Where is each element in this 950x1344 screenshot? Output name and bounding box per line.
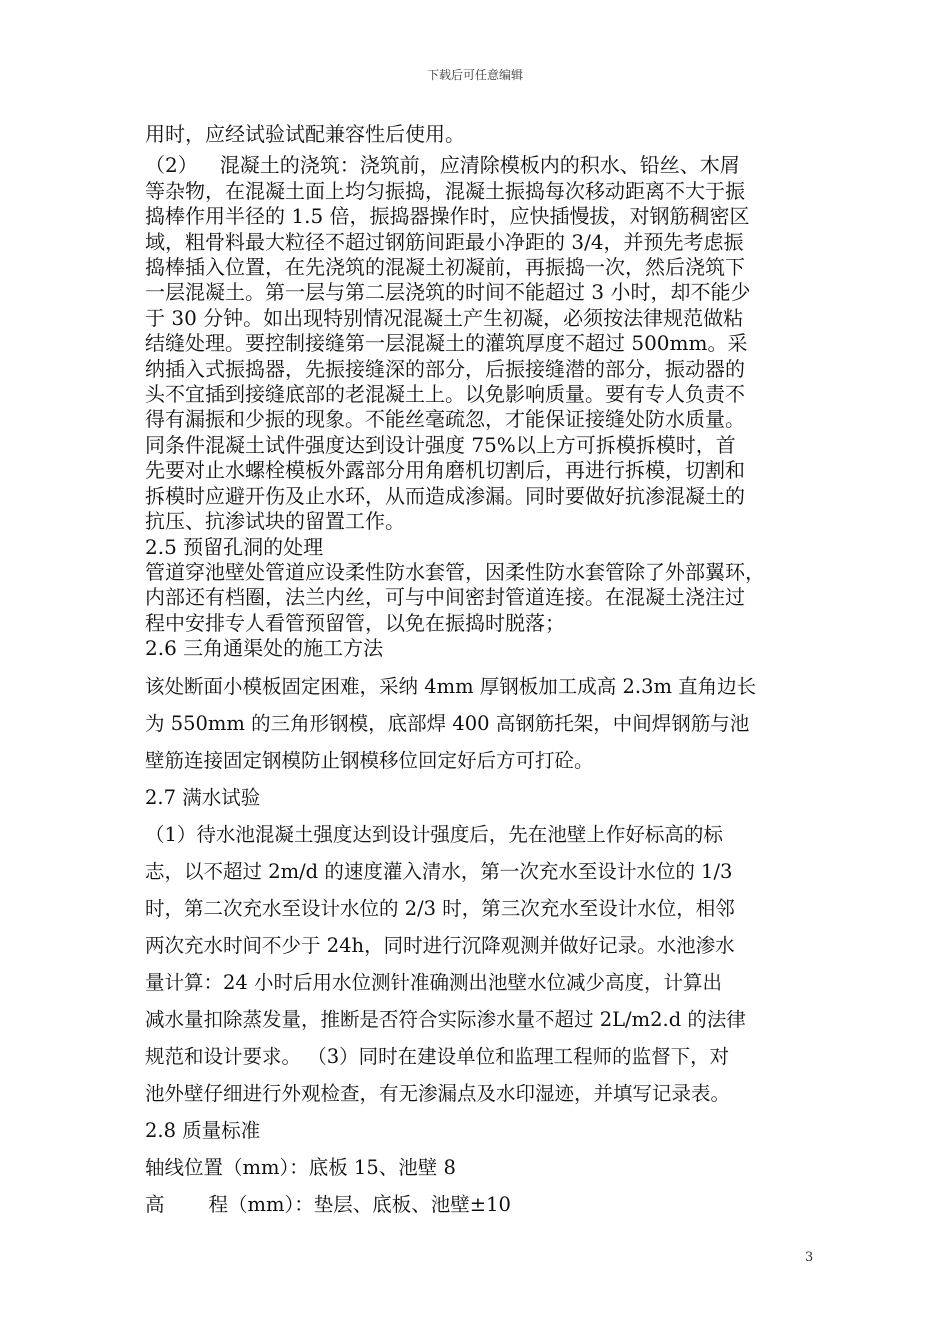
- paragraph-line: 该处断面小模板固定困难，采纳 4mm 厚钢板加工成高 2.3m 直角边长: [145, 674, 757, 698]
- paragraph-line: 减水量扣除蒸发量，推断是否符合实际渗水量不超过 2L/m2.d 的法律: [145, 1007, 746, 1031]
- document-body: [145, 122, 825, 1223]
- paragraph-line: 拆模时应避开伤及止水环，从而造成渗漏。同时要做好抗渗混凝土的: [145, 483, 745, 508]
- section-heading: 2.8 质量标准: [145, 1118, 261, 1142]
- paragraph-line: 规范和设计要求。 （3）同时在建设单位和监理工程师的监督下，对: [145, 1044, 730, 1068]
- paragraph-line: 头不宜插到接缝底部的老混凝土上。以免影响质量。要有专人负责不: [145, 382, 745, 407]
- paragraph-line: 用时，应经试验试配兼容性后使用。: [145, 122, 465, 146]
- paragraph-line: 程中安排专人看管预留管，以免在振捣时脱落；: [145, 610, 565, 635]
- paragraph-text: 混凝土的浇筑：浇筑前，应清除模板内的积水、铅丝、木屑: [219, 153, 740, 178]
- paragraph-line: 内部还有档圈，法兰内丝，可与中间密封管道连接。在混凝土浇注过: [145, 585, 745, 610]
- paragraph-line: 于 30 分钟。如出现特别情况混凝土产生初凝，必须按法律规范做粘: [145, 305, 744, 330]
- paragraph-line: 轴线位置（mm）：底板 15、池壁 8: [145, 1155, 456, 1179]
- paragraph-line: 时，第二次充水至设计水位的 2/3 时，第三次充水至设计水位，相邻: [145, 896, 735, 920]
- paragraph-line: （1）待水池混凝土强度达到设计强度后，先在池壁上作好标高的标: [145, 822, 723, 846]
- section-heading: 2.5 预留孔洞的处理: [145, 534, 324, 559]
- paragraph-line: 池外壁仔细进行外观检查，有无渗漏点及水印湿迹，并填写记录表。: [145, 1081, 731, 1105]
- paragraph-line: 壁筋连接固定钢模防止钢模移位回定好后方可打砼。: [145, 748, 594, 772]
- label-gao: 高: [145, 1192, 165, 1216]
- paragraph-line: 捣棒插入位置，在先浇筑的混凝土初凝前，再振捣一次，然后浇筑下: [145, 255, 745, 280]
- paragraph-line: 同条件混凝土试件强度达到设计强度 75%以上方可拆模拆模时，首: [145, 432, 736, 457]
- paragraph-line: [145, 1186, 825, 1223]
- section-heading: 2.6 三角通渠处的施工方法: [145, 636, 384, 661]
- paragraph-line: 纳插入式振捣器，先振接缝深的部分，后振接缝潜的部分，振动器的: [145, 356, 745, 381]
- paragraph-line: [145, 153, 825, 178]
- paragraph-line: 域，粗骨料最大粒径不超过钢筋间距最小净距的 3/4，并预先考虑振: [145, 229, 744, 254]
- label-elevation: 程（mm）：垫层、底板、池壁±10: [208, 1192, 511, 1216]
- paragraph-line: 先要对止水螺栓模板外露部分用角磨机切割后，再进行拆模，切割和: [145, 458, 745, 483]
- paragraph-line: 结缝处理。要控制接缝第一层混凝土的灌筑厚度不超过 500mm。采: [145, 331, 748, 356]
- paragraph-line: 得有漏振和少振的现象。不能丝毫疏忽，才能保证接缝处防水质量。: [145, 407, 745, 432]
- paragraph-line: 志，以不超过 2m/d 的速度灌入清水，第一次充水至设计水位的 1/3: [145, 859, 733, 883]
- page-header: 下载后可任意编辑: [426, 68, 523, 82]
- paragraph-line: 捣棒作用半径的 1.5 倍，振捣器操作时，应快插慢拔，对钢筋稠密区: [145, 204, 750, 229]
- paragraph-line: 为 550mm 的三角形钢模，底部焊 400 高钢筋托架，中间焊钢筋与池: [145, 711, 750, 735]
- paragraph-line: 抗压、抗渗试块的留置工作。: [145, 509, 405, 534]
- paragraph-line: 量计算：24 小时后用水位测针准确测出池壁水位减少高度，计算出: [145, 970, 723, 994]
- paragraph-line: 管道穿池壁处管道应设柔性防水套管，因柔性防水套管除了外部翼环，: [145, 559, 765, 584]
- item-number: （2）: [145, 153, 198, 178]
- page-number: 3: [805, 1250, 814, 1265]
- section-heading: 2.7 满水试验: [145, 785, 261, 809]
- paragraph-line: 一层混凝土。第一层与第二层浇筑的时间不能超过 3 小时，却不能少: [145, 280, 751, 305]
- paragraph-line: 等杂物，在混凝土面上均匀振捣，混凝土振捣每次移动距离不大于振: [145, 178, 745, 203]
- paragraph-line: 两次充水时间不少于 24h，同时进行沉降观测并做好记录。水池渗水: [145, 933, 735, 957]
